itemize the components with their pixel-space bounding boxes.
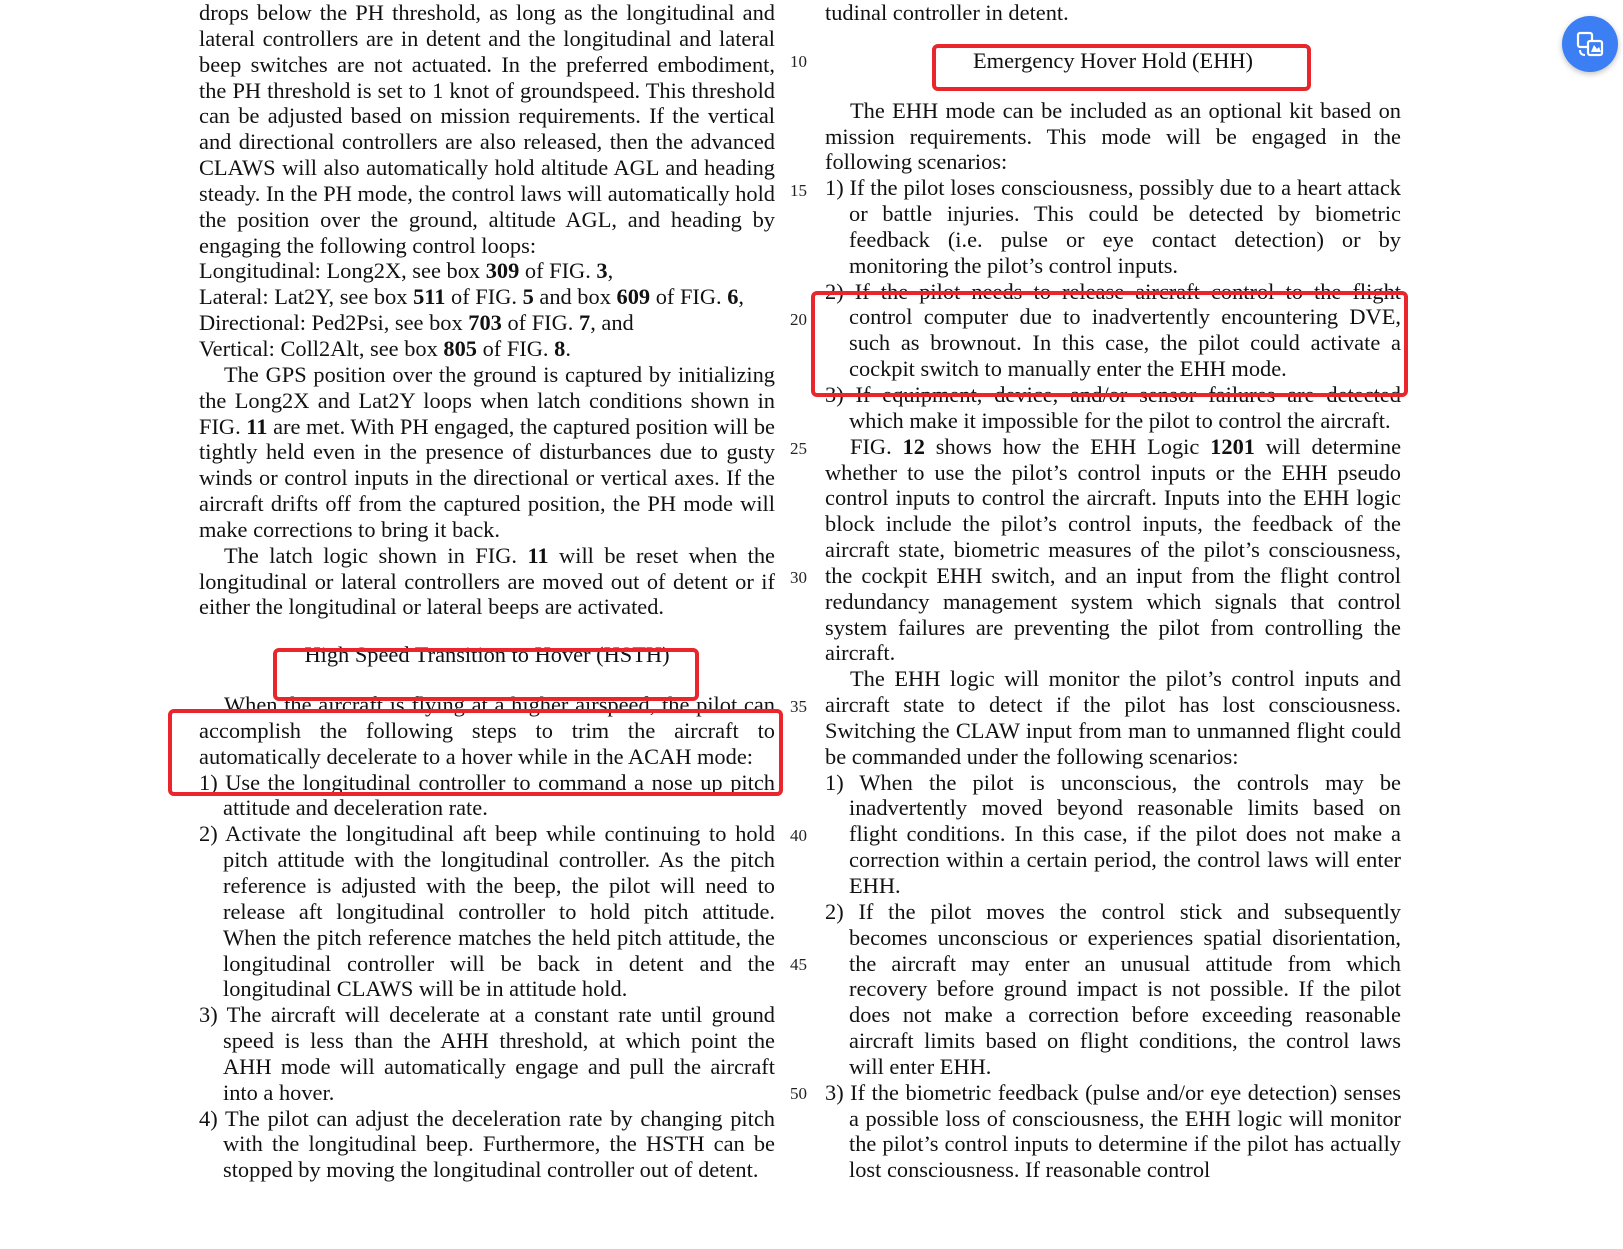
list-item: 3) If the biometric feedback (pulse and/or eye detection) senses a possible loss of consciousness, the EHH logic will monitor the pilot’s control inputs to determine if the pilot has actually lost consciousness. If reasonable control xyxy=(825,1079,1401,1183)
right-paragraph-0: tudinal controller in detent. xyxy=(825,0,1069,25)
line-number: 25 xyxy=(790,439,807,458)
line-number: 50 xyxy=(790,1084,807,1103)
line-number: 45 xyxy=(790,955,807,974)
left-paragraph-3: The latch logic shown in FIG. 11 will be reset when the longitudinal or lateral controllers are moved out of detent or if either the longitudinal or lateral beeps are activated. xyxy=(199,542,775,620)
right-paragraph-3: The EHH logic will monitor the pilot’s control inputs and aircraft state to detect if the pilot has lost consciousness. Switching the CLAW input from man to unmanned flight could be commanded under the following scenarios: xyxy=(825,666,1401,769)
translate-button[interactable] xyxy=(1562,16,1618,72)
line-number: 20 xyxy=(790,310,807,329)
list-item: 3) The aircraft will decelerate at a constant rate until ground speed is less than the AHH threshold, at which point the AHH mode will automatically engage and pull the aircraft into a hover. xyxy=(199,1002,775,1105)
line-number: 40 xyxy=(790,826,807,845)
list-item: 2) Activate the longitudinal aft beep while continuing to hold pitch attitude with the longitudinal controller. As the pitch reference is adjusted with the beep, the pilot will need to release aft longitudinal controller to hold pitch attitude. When the pitch reference matches the held pitch attitude, the longitudinal controller will be back in detent and the longitudinal CLAWS will be in attitude hold. xyxy=(199,821,775,1002)
right-column xyxy=(825,0,1401,1183)
left-paragraph-1: drops below the PH threshold, as long as the longitudinal and lateral controllers are in detent and the longitudinal and lateral beep switches are not actuated. In the preferred embodiment, the PH threshold is set to 1 knot of groundspeed. This threshold can be adjusted based on mission requirements. If the vertical and directional controllers are also released, then the advanced CLAWS will also automatically hold altitude AGL and heading steady. In the PH mode, the control laws will automatically hold the position over the ground, altitude AGL, and heading by engaging the following control loops: xyxy=(199,0,775,258)
list-item: 2) If the pilot needs to release aircraft control to the flight control computer due to inadvertently encountering DVE, such as brownout. In this case, the pilot could activate a cockpit switch to manually enter the EHH mode. xyxy=(825,278,1401,382)
left-paragraph-4: When the aircraft is flying at a higher airspeed, the pilot can accomplish the following steps to trim the aircraft to automatically decelerate to a hover while in the ACAH mode: xyxy=(199,692,775,769)
loop-vertical: Vertical: Coll2Alt, see box 805 of FIG. 8. xyxy=(199,335,571,361)
list-item: 1) Use the longitudinal controller to command a nose up pitch attitude and deceleration rate. xyxy=(199,769,775,821)
line-number: 35 xyxy=(790,697,807,716)
right-paragraph-1: The EHH mode can be included as an optional kit based on mission requirements. This mode will be engaged in the following scenarios: xyxy=(825,97,1401,175)
line-number: 15 xyxy=(790,181,807,200)
heading-ehh: Emergency Hover Hold (EHH) xyxy=(972,47,1253,73)
loop-lateral: Lateral: Lat2Y, see box 511 of FIG. 5 and box 609 of FIG. 6, xyxy=(199,284,745,310)
left-paragraph-2: The GPS position over the ground is captured by initializing the Long2X and Lat2Y loops when latch conditions shown in FIG. 11 are met. With PH engaged, the captured position will be tightly held even in the presence of disturbances due to gusty winds or control inputs in the directional or vertical axes. If the aircraft drifts off from the captured position, the PH mode will make corrections to bring it back. xyxy=(199,361,775,542)
list-item: 2) If the pilot moves the control stick and subsequently becomes unconscious or experiences spatial disorientation, the aircraft may enter an unusual attitude from which recovery before ground impact is not possible. If the pilot does not make a correction before exceeding reasonable aircraft limits based on flight conditions, the control laws will enter EHH. xyxy=(825,898,1401,1079)
left-column xyxy=(199,0,775,1183)
loop-directional: Directional: Ped2Psi, see box 703 of FIG. 7, and xyxy=(199,310,634,336)
line-number: 10 xyxy=(790,52,807,71)
loop-longitudinal: Longitudinal: Long2X, see box 309 of FIG. 3, xyxy=(199,258,614,284)
list-item: 1) If the pilot loses consciousness, possibly due to a heart attack or battle injuries. This could be detected by biometric feedback (i.e. pulse or eye contact detection) or by monitoring the pilot’s control inputs. xyxy=(825,175,1401,278)
heading-hsth: High Speed Transition to Hover (HSTH) xyxy=(304,642,670,668)
line-number: 30 xyxy=(790,568,807,587)
right-paragraph-2: FIG. 12 shows how the EHH Logic 1201 will determine whether to use the pilot’s control inputs or the EHH pseudo control inputs to control the aircraft. Inputs into the EHH logic block include the pilot’s control inputs, the feedback of the aircraft state, biometric measures of the pilot’s consciousness, the cockpit EHH switch, and an input from the flight control redundancy management system which signals that control system failures are preventing the pilot from controlling the aircraft. xyxy=(825,433,1402,666)
translate-image-icon xyxy=(1576,30,1604,58)
list-item: 3) If equipment, device, and/or sensor failures are detected which make it impossible for the pilot to control the aircraft. xyxy=(825,381,1401,433)
list-item: 1) When the pilot is unconscious, the controls may be inadvertently moved beyond reasonable limits based on flight conditions. In this case, if the pilot does not make a correction within a certain period, the control laws will enter EHH. xyxy=(825,769,1401,898)
list-item: 4) The pilot can adjust the deceleration rate by changing pitch with the longitudinal beep. Furthermore, the HSTH can be stopped by moving the longitudinal controller out of detent. xyxy=(199,1105,775,1183)
